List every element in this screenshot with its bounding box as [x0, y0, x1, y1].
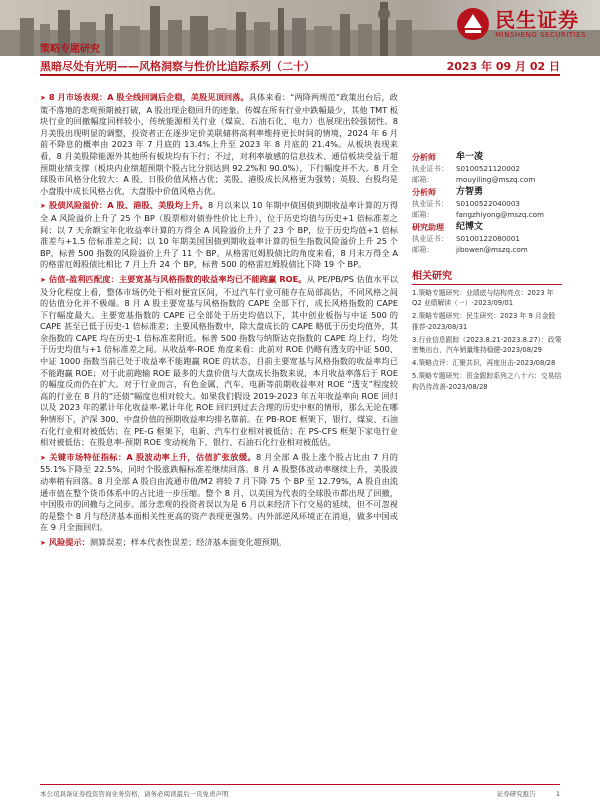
related-research-item[interactable]: 1.策略专题研究：业绩底与结构亮点：2023 年 Q2 业绩解读（一）-2023/09/01 [412, 289, 554, 308]
title-bar [40, 58, 560, 76]
analyst-cert: S0100522040003 [456, 199, 521, 208]
summary-paragraph [40, 537, 398, 550]
logo-english-name: MINSHENG SECURITIES [495, 31, 586, 39]
paragraph-body: 8 月以来以 10 年期中债国债到期收益率计算的万得全 A 风险溢价上升了 25 个 BP（股票相对债券性价比上升），位于历史均值与历史+1 倍标准差之间；以 7 天余额宝年化收益率计算的万得全 A 风险溢价上升了 23 个 BP，位于历史均值+1 倍标准差与+1.5 倍标准差之间；以 10 年期美国国债到期收益率计算的恒生指数风险溢价上升 25 个 BP，标普 500 指数的风险溢价上升了 11 个 BP。从格雷厄姆股债比的角度来看，8 月末万得全 A 的格雷厄姆股债比相比 7 月上升 24 个 BP，标普 500 的格雷厄姆股债比下降 19 个 BP。 [40, 200, 399, 270]
analyst-card [412, 187, 562, 220]
related-research-item[interactable]: 3.行业信息跟踪（2023.8.21-2023.8.27）：政策密集出台，汽车销量维持稳健-2023/08/29 [412, 335, 562, 355]
analyst-role: 研究助理 [412, 223, 444, 232]
paragraph-body: 8 月全部 A 股上涨个股占比由 7 月的 55.1%下降至 22.5%，同时个股涨跌幅标准差继续回落。8 月 A 股整体波动率继续上升，美股波动率稍有回落。8 月全部 A 股自由流通市值/M2 将较 7 月下降 75 个 BP 至 12.79%，A 股自由流通市值在整个货币体系中的占比进一步压缩。整个 8 月，以美国为代表的全球股市都出现了回撤，中国股市的回撤与之同步。部分悲观的投资者误以为是 6 月以来经济下行交易的延续，但不可忽视的是整个 8 月与经济基本面相关性更高的资产表现更强势。内外部逆风环境正在消退，做多中国或在 9 月全面回归。 [40, 451, 398, 533]
logo-chinese-name: 民生证券 [495, 8, 580, 32]
summary-paragraph [40, 200, 398, 271]
analyst-name: 方智勇 [456, 187, 484, 197]
paragraph-lead: 股债风险溢价：A 股、港股、美股均上升。 [48, 200, 208, 211]
report-title: 黑暗尽处有光明——风格洞察与性价比追踪系列（二十） [40, 60, 315, 73]
paragraph-lead: 风险提示： [48, 536, 90, 547]
summary-column [40, 92, 398, 553]
analyst-role: 分析师 [412, 188, 436, 197]
email-label: 邮箱： [412, 175, 434, 184]
arrow-bullet-icon: ➤ [40, 538, 46, 547]
related-research-item[interactable]: 5.策略专题研究：资金跟踪系列之八十六：交易结构仍待改善-2023/08/28 [412, 372, 562, 391]
paragraph-lead: 8 月市场表现：A 股全线回调后企稳，美股见顶回落。 [48, 92, 249, 102]
analyst-role: 分析师 [412, 153, 436, 162]
footer-disclaimer: 本公司具备证券投资咨询业务资格，请务必阅读最后一页免责声明 [40, 790, 229, 798]
email-label: 邮箱： [412, 210, 434, 219]
cert-label: 执业证书： [412, 234, 448, 243]
email-label: 邮箱： [412, 245, 434, 254]
arrow-bullet-icon: ➤ [40, 453, 46, 462]
analyst-name: 牟一凌 [456, 152, 484, 162]
summary-paragraph [40, 452, 398, 534]
sidebar [412, 152, 562, 392]
summary-paragraph [40, 274, 398, 449]
page-footer [40, 784, 560, 798]
analyst-email[interactable]: fangzhiyong@mszq.com [456, 210, 545, 219]
analyst-cert: S0100122080001 [456, 234, 521, 243]
summary-paragraph [40, 92, 398, 197]
related-research-heading: 相关研究 [412, 267, 562, 285]
arrow-bullet-icon: ➤ [40, 202, 46, 211]
paragraph-lead: 估值-盈利匹配度：主要宽基与风格指数的收益率均已不能跑赢 ROE。 [48, 273, 307, 284]
report-date: 2023 年 09 月 02 日 [446, 60, 560, 73]
analyst-cert: S0100521120002 [456, 164, 521, 173]
analyst-name: 纪博文 [456, 222, 484, 232]
report-category: 策略专题研究 [40, 44, 100, 55]
paragraph-body: 从 PE/PB/PS 估值水平以及分化程度上看，整体市场仍处于相对便宜区间，不过汽车行业可能存在局部高估，不同风格之间的估值分化并不极端。8 月 A 股主要宽基与风格指数的 CAPE 全部下行，成长风格指数的 CAPE 下行幅度最大。主要宽基指数的 CAPE 已全部处于历史均值以下，其中创业板指与中证 500 的 CAPE 甚至已低于历史-1 倍标准差；主要风格指数中，除大盘成长的 CAPE 略低于历史均值外，其余指数的 CAPE 均在历史-1 倍标准差附近。标普 500 指数与纳斯达克指数的 CAPE 均上行，均处于历史均值与+1 倍标准差之间。从收益率-ROE 角度来看：此前对 ROE 仍略有透支的中证 500、中证 1000 指数当前已处于收益率不能跑赢 ROE 的状态，目前主要宽基与风格指数的收益率均已不能跑赢 ROE；对于此前跑输 ROE 最多的大盘价值与大盘成长指数来说，本月收益率落后于 ROE 的幅度反而仍在扩大。对于行业而言，有色金属、汽车、电新等前期收益率对 ROE “透支”程度较高的行业在 8 月的“还债”幅度也相对较大。如果我们假设 2019-2023 年五年收益率向 ROE 回归以及 2023 年的累计年化收益率-累计年化 ROE 回归到过去合理的历史中枢的情形，那么无论在哪种情形下，沪深 300、中盘价值的预期收益率均排名靠前。在 PB-ROE 框架下，银行、煤炭、石油石化行业相对被低估；在 PE-G 框架下，电新、汽车行业相对被低估；在 PS-CFS 框架下家电行业相对被低估；在股息率-预期 ROE 变动视角下，银行、石油石化行业相对被低估。 [40, 273, 398, 448]
analyst-card [412, 222, 562, 255]
arrow-bullet-icon: ➤ [40, 94, 46, 102]
cert-label: 执业证书： [412, 164, 448, 173]
page-number: 1 [555, 790, 560, 798]
footer-doc-type: 证券研究报告 [496, 790, 536, 798]
analyst-card [412, 152, 562, 185]
related-research-item[interactable]: 4.策略点评：汇聚共识，再度出击-2023/08/28 [412, 359, 556, 368]
analyst-email[interactable]: mouyiling@mszq.com [456, 175, 536, 184]
paragraph-body: 具体来看：“两降两规范”政策出台后，政策不落地的悲观预期被打破，A 股出现企稳回升的迹象。传媒在所有行业中跌幅最少，其他 TMT 板块行业的回撤幅度同样较小，传统能源相关行业（煤炭、石油石化、电力）也展现出较强韧性。8 月美股出现明显的调整，投资者正在逐步定价美联储将高利率维持更长时间的情境，2024 年 6 月前不降息的概率由 2023 年 7 月底的 13.4%上升至 2023 年 8 月底的 21.4%。从板块表现来看，8 月美股除能源外其他所有板块均有下行；不过，对利率敏感的信息技术、通信板块受益于超预期业绩支撑（板块内业绩超预期个股占比分别达到 92.2%和 90.0%），下行幅度并不大。8 月全球股市风格分化较大：A 股、日股价值风格占优；美股、港股成长风格更为强势；英股、台股均是小盘股中成长风格占优，大盘股中价值风格占优。 [40, 92, 398, 196]
cert-label: 执业证书： [412, 199, 448, 208]
minsheng-logo-icon [455, 6, 491, 42]
brand-logo [455, 6, 586, 42]
arrow-bullet-icon: ➤ [40, 275, 46, 284]
related-research-item[interactable]: 2.策略专题研究：民生研究：2023 年 9 月金股推荐-2023/08/31 [412, 312, 556, 331]
paragraph-lead: 关键市场特征指标：A 股波动率上升，估值扩张放缓。 [48, 451, 256, 462]
paragraph-body: 测算误差；样本代表性误差；经济基本面变化超预期。 [89, 536, 287, 547]
analyst-email[interactable]: jibowen@mszq.com [456, 245, 528, 254]
